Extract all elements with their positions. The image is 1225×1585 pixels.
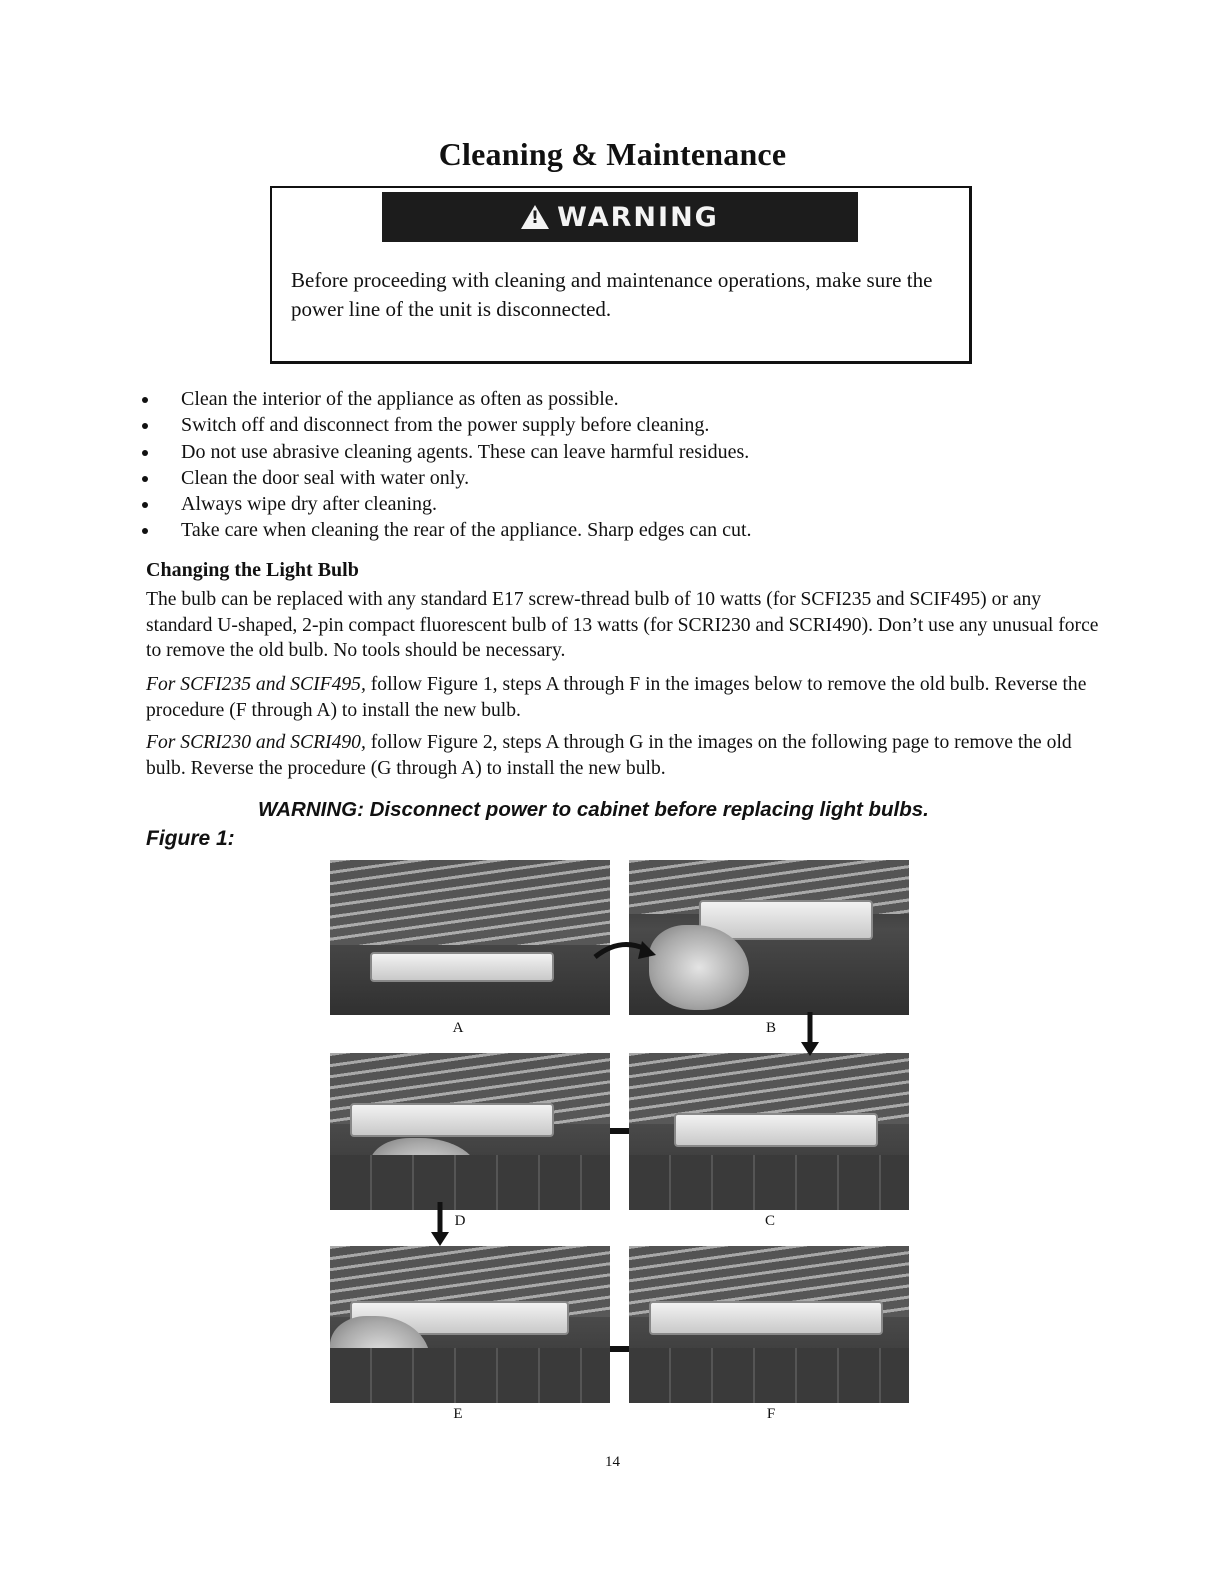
page-title: Cleaning & Maintenance (438, 136, 787, 172)
step-label-e: E (453, 1406, 463, 1422)
warning-symbol: ! (531, 208, 541, 228)
step-label-c: C (764, 1213, 775, 1229)
arrow-a-to-b-icon (590, 935, 660, 970)
list-item: Take care when cleaning the rear of the appliance. Sharp edges can cut. (135, 517, 752, 543)
bulb-paragraph-2 (146, 672, 1106, 723)
connector-e-to-f (610, 1346, 629, 1352)
warning-banner-label: WARNING (557, 201, 719, 233)
step-label-d: D (454, 1213, 466, 1229)
step-e-photo (330, 1246, 610, 1403)
bulb-paragraph-1: The bulb can be replaced with any standard E17 screw-thread bulb of 10 watts (for SCFI235 and SCIF495) or any standard U-shaped, 2-pin compact fluorescent bulb of 13 watts (for SCRI230 and SCRI490). Don’t use any unusual force to remove the old bulb. No tools should be necessary. (146, 589, 1099, 661)
step-label-f: F (766, 1406, 776, 1422)
step-label-b: B (765, 1020, 776, 1036)
paragraph-text: follow Figure 2, steps A through G in the images on the following page to remove the old bulb. Reverse the procedure (G through A) to install the new bulb. (146, 732, 1072, 779)
section-heading-light-bulb: Changing the Light Bulb (146, 559, 359, 581)
warning-banner (382, 192, 858, 242)
list-item: Clean the interior of the appliance as often as possible. (135, 386, 752, 412)
figure-label: Figure 1: (146, 827, 235, 850)
step-d-photo (330, 1053, 610, 1210)
list-item: Clean the door seal with water only. (135, 465, 752, 491)
step-c-photo (629, 1053, 909, 1210)
model-names: For SCRI230 and SCRI490, (146, 732, 366, 753)
list-item: Always wipe dry after cleaning. (135, 491, 752, 517)
paragraph-text: follow Figure 1, steps A through F in the images below to remove the old bulb. Reverse the procedure (F through A) to install the new bulb. (146, 674, 1087, 721)
bulb-paragraph-3 (146, 730, 1106, 781)
step-b-photo (629, 860, 909, 1015)
step-label-a: A (452, 1020, 464, 1036)
page-number: 14 (605, 1454, 620, 1470)
list-item: Do not use abrasive cleaning agents. These can leave harmful residues. (135, 439, 752, 465)
model-names: For SCFI235 and SCIF495, (146, 674, 366, 695)
warning-text: Before proceeding with cleaning and maintenance operations, make sure the power line of the unit is disconnected. (291, 268, 933, 321)
arrow-b-to-c-icon (795, 1010, 825, 1060)
power-warning: WARNING: Disconnect power to cabinet before replacing light bulbs. (258, 798, 929, 821)
step-a-photo (330, 860, 610, 1015)
warning-triangle-icon (521, 205, 549, 229)
connector-c-to-d (610, 1128, 629, 1134)
list-item: Switch off and disconnect from the power supply before cleaning. (135, 412, 752, 438)
step-f-photo (629, 1246, 909, 1403)
cleaning-bullet-list (135, 386, 752, 544)
